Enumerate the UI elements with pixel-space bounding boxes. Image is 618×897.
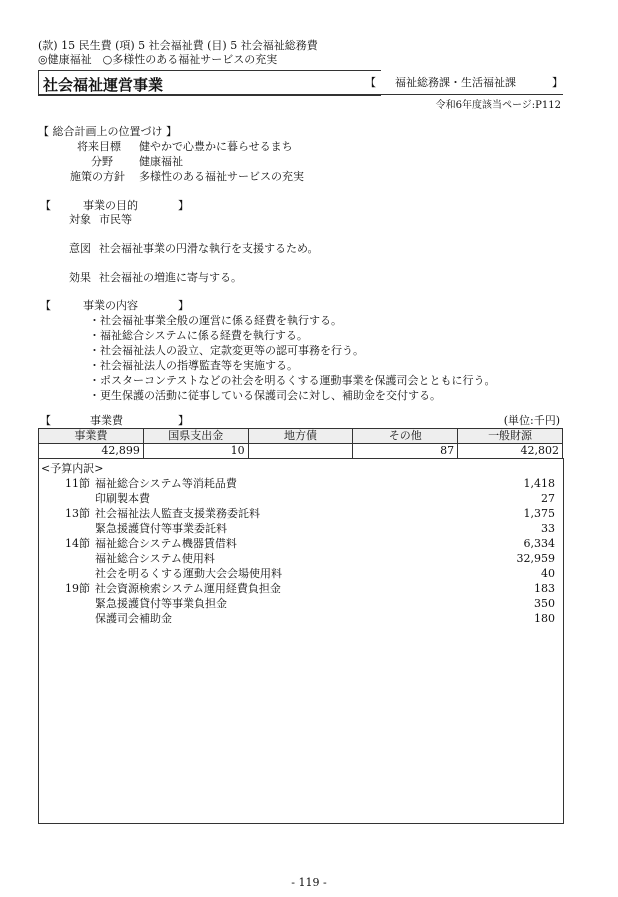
item-name: 福祉総合システム使用料	[95, 552, 215, 565]
page-number: - 119 -	[291, 876, 327, 889]
value-general: 42,802	[458, 444, 563, 459]
purpose-heading: 事業の目的	[83, 199, 138, 212]
value-subsidy: 10	[143, 444, 248, 459]
list-item	[39, 491, 559, 506]
cost-value-row	[39, 444, 563, 459]
cost-header-row	[39, 429, 563, 444]
breakdown-heading: <予算内訳>	[41, 462, 104, 475]
item-amount: 350	[534, 597, 555, 610]
header-bond: 地方債	[248, 429, 353, 444]
list-item	[39, 566, 559, 581]
item-name: 福祉総合システム等消耗品費	[95, 477, 237, 490]
cost-unit: (単位:千円)	[503, 414, 560, 427]
value-other: 87	[353, 444, 458, 459]
content-close-bracket: 】	[178, 299, 189, 312]
intent-value: 社会福祉事業の円滑な執行を支援するため。	[99, 242, 319, 255]
value-bond	[248, 444, 353, 459]
cost-close-bracket: 】	[178, 414, 189, 427]
item-amount: 27	[541, 492, 555, 505]
content-item: ・更生保護の活動に従事している保護司会に対し、補助金を交付する。	[89, 389, 441, 402]
policy-line: ◎健康福祉 ○多様性のある福祉サービスの充実	[38, 53, 278, 66]
header-subsidy: 国県支出金	[143, 429, 248, 444]
goal-value: 健やかで心豊かに暮らせるまち	[139, 140, 293, 153]
item-amount: 40	[541, 567, 555, 580]
item-amount: 180	[534, 612, 555, 625]
item-amount: 183	[534, 582, 555, 595]
budget-classification: (款) 15 民生費 (項) 5 社会福祉費 (目) 5 社会福祉総務費	[38, 39, 318, 52]
list-item	[39, 596, 559, 611]
field-value: 健康福祉	[139, 155, 183, 168]
content-item: ・社会福祉事業全般の運営に係る経費を執行する。	[89, 314, 342, 327]
target-value: 市民等	[99, 213, 132, 226]
header-total: 事業費	[39, 429, 144, 444]
list-item	[39, 551, 559, 566]
item-amount: 32,959	[516, 552, 555, 565]
content-item: ・福祉総合システムに係る経費を執行する。	[89, 329, 308, 342]
effect-value: 社会福祉の増進に寄与する。	[99, 271, 242, 284]
budget-breakdown-box	[38, 458, 564, 824]
list-item	[39, 536, 559, 551]
item-name: 社会資源検索システム運用経費負担金	[95, 582, 281, 595]
item-name: 社会福祉法人監査支援業務委託料	[95, 507, 260, 520]
list-item	[39, 521, 559, 536]
content-item: ・ポスターコンテストなどの社会を明るくする運動事業を保護司会とともに行う。	[89, 374, 496, 387]
plan-heading: 【 総合計画上の位置づけ 】	[38, 125, 177, 138]
intent-label: 意図	[69, 242, 91, 255]
content-heading: 事業の内容	[83, 299, 138, 312]
page-reference: 令和6年度該当ページ:P112	[435, 100, 561, 111]
effect-label: 効果	[69, 271, 91, 284]
item-name: 緊急援護貸付等事業委託料	[95, 522, 227, 535]
list-item	[39, 611, 559, 626]
cost-open-bracket: 【	[40, 414, 51, 427]
section-number: 19節	[65, 582, 90, 595]
section-number: 11節	[65, 477, 90, 490]
title-box	[38, 70, 381, 96]
item-name: 保護司会補助金	[95, 612, 172, 625]
header-general: 一般財源	[458, 429, 563, 444]
value-total: 42,899	[39, 444, 144, 459]
policy-label: 施策の方針	[70, 170, 125, 183]
cost-table	[38, 428, 563, 459]
department-close-bracket: 】	[552, 76, 563, 89]
section-number: 14節	[65, 537, 90, 550]
goal-label: 将来目標	[77, 140, 121, 153]
department-name: 福祉総務課・生活福祉課	[395, 76, 516, 89]
item-amount: 6,334	[523, 537, 555, 550]
page-title: 社会福祉運営事業	[43, 76, 164, 94]
item-amount: 1,375	[523, 507, 555, 520]
content-open-bracket: 【	[40, 299, 51, 312]
header-other: その他	[353, 429, 458, 444]
list-item	[39, 581, 559, 596]
policy-value: 多様性のある福祉サービスの充実	[139, 170, 304, 183]
list-item	[39, 476, 559, 491]
list-item	[39, 506, 559, 521]
target-label: 対象	[69, 213, 91, 226]
item-amount: 1,418	[523, 477, 555, 490]
title-underline	[38, 94, 563, 95]
purpose-close-bracket: 】	[178, 199, 189, 212]
item-name: 社会を明るくする運動大会会場使用料	[95, 567, 282, 580]
item-name: 印刷製本費	[95, 492, 150, 505]
content-item: ・社会福祉法人の設立、定款変更等の認可事務を行う。	[89, 344, 364, 357]
item-amount: 33	[541, 522, 555, 535]
field-label: 分野	[91, 155, 113, 168]
purpose-open-bracket: 【	[40, 199, 51, 212]
content-item: ・社会福祉法人の指導監査等を実施する。	[89, 359, 298, 372]
section-number: 13節	[65, 507, 90, 520]
cost-heading: 事業費	[90, 414, 123, 427]
department-open-bracket: 【	[365, 76, 376, 89]
item-name: 福祉総合システム機器賃借料	[95, 537, 237, 550]
item-name: 緊急援護貸付等事業負担金	[95, 597, 227, 610]
